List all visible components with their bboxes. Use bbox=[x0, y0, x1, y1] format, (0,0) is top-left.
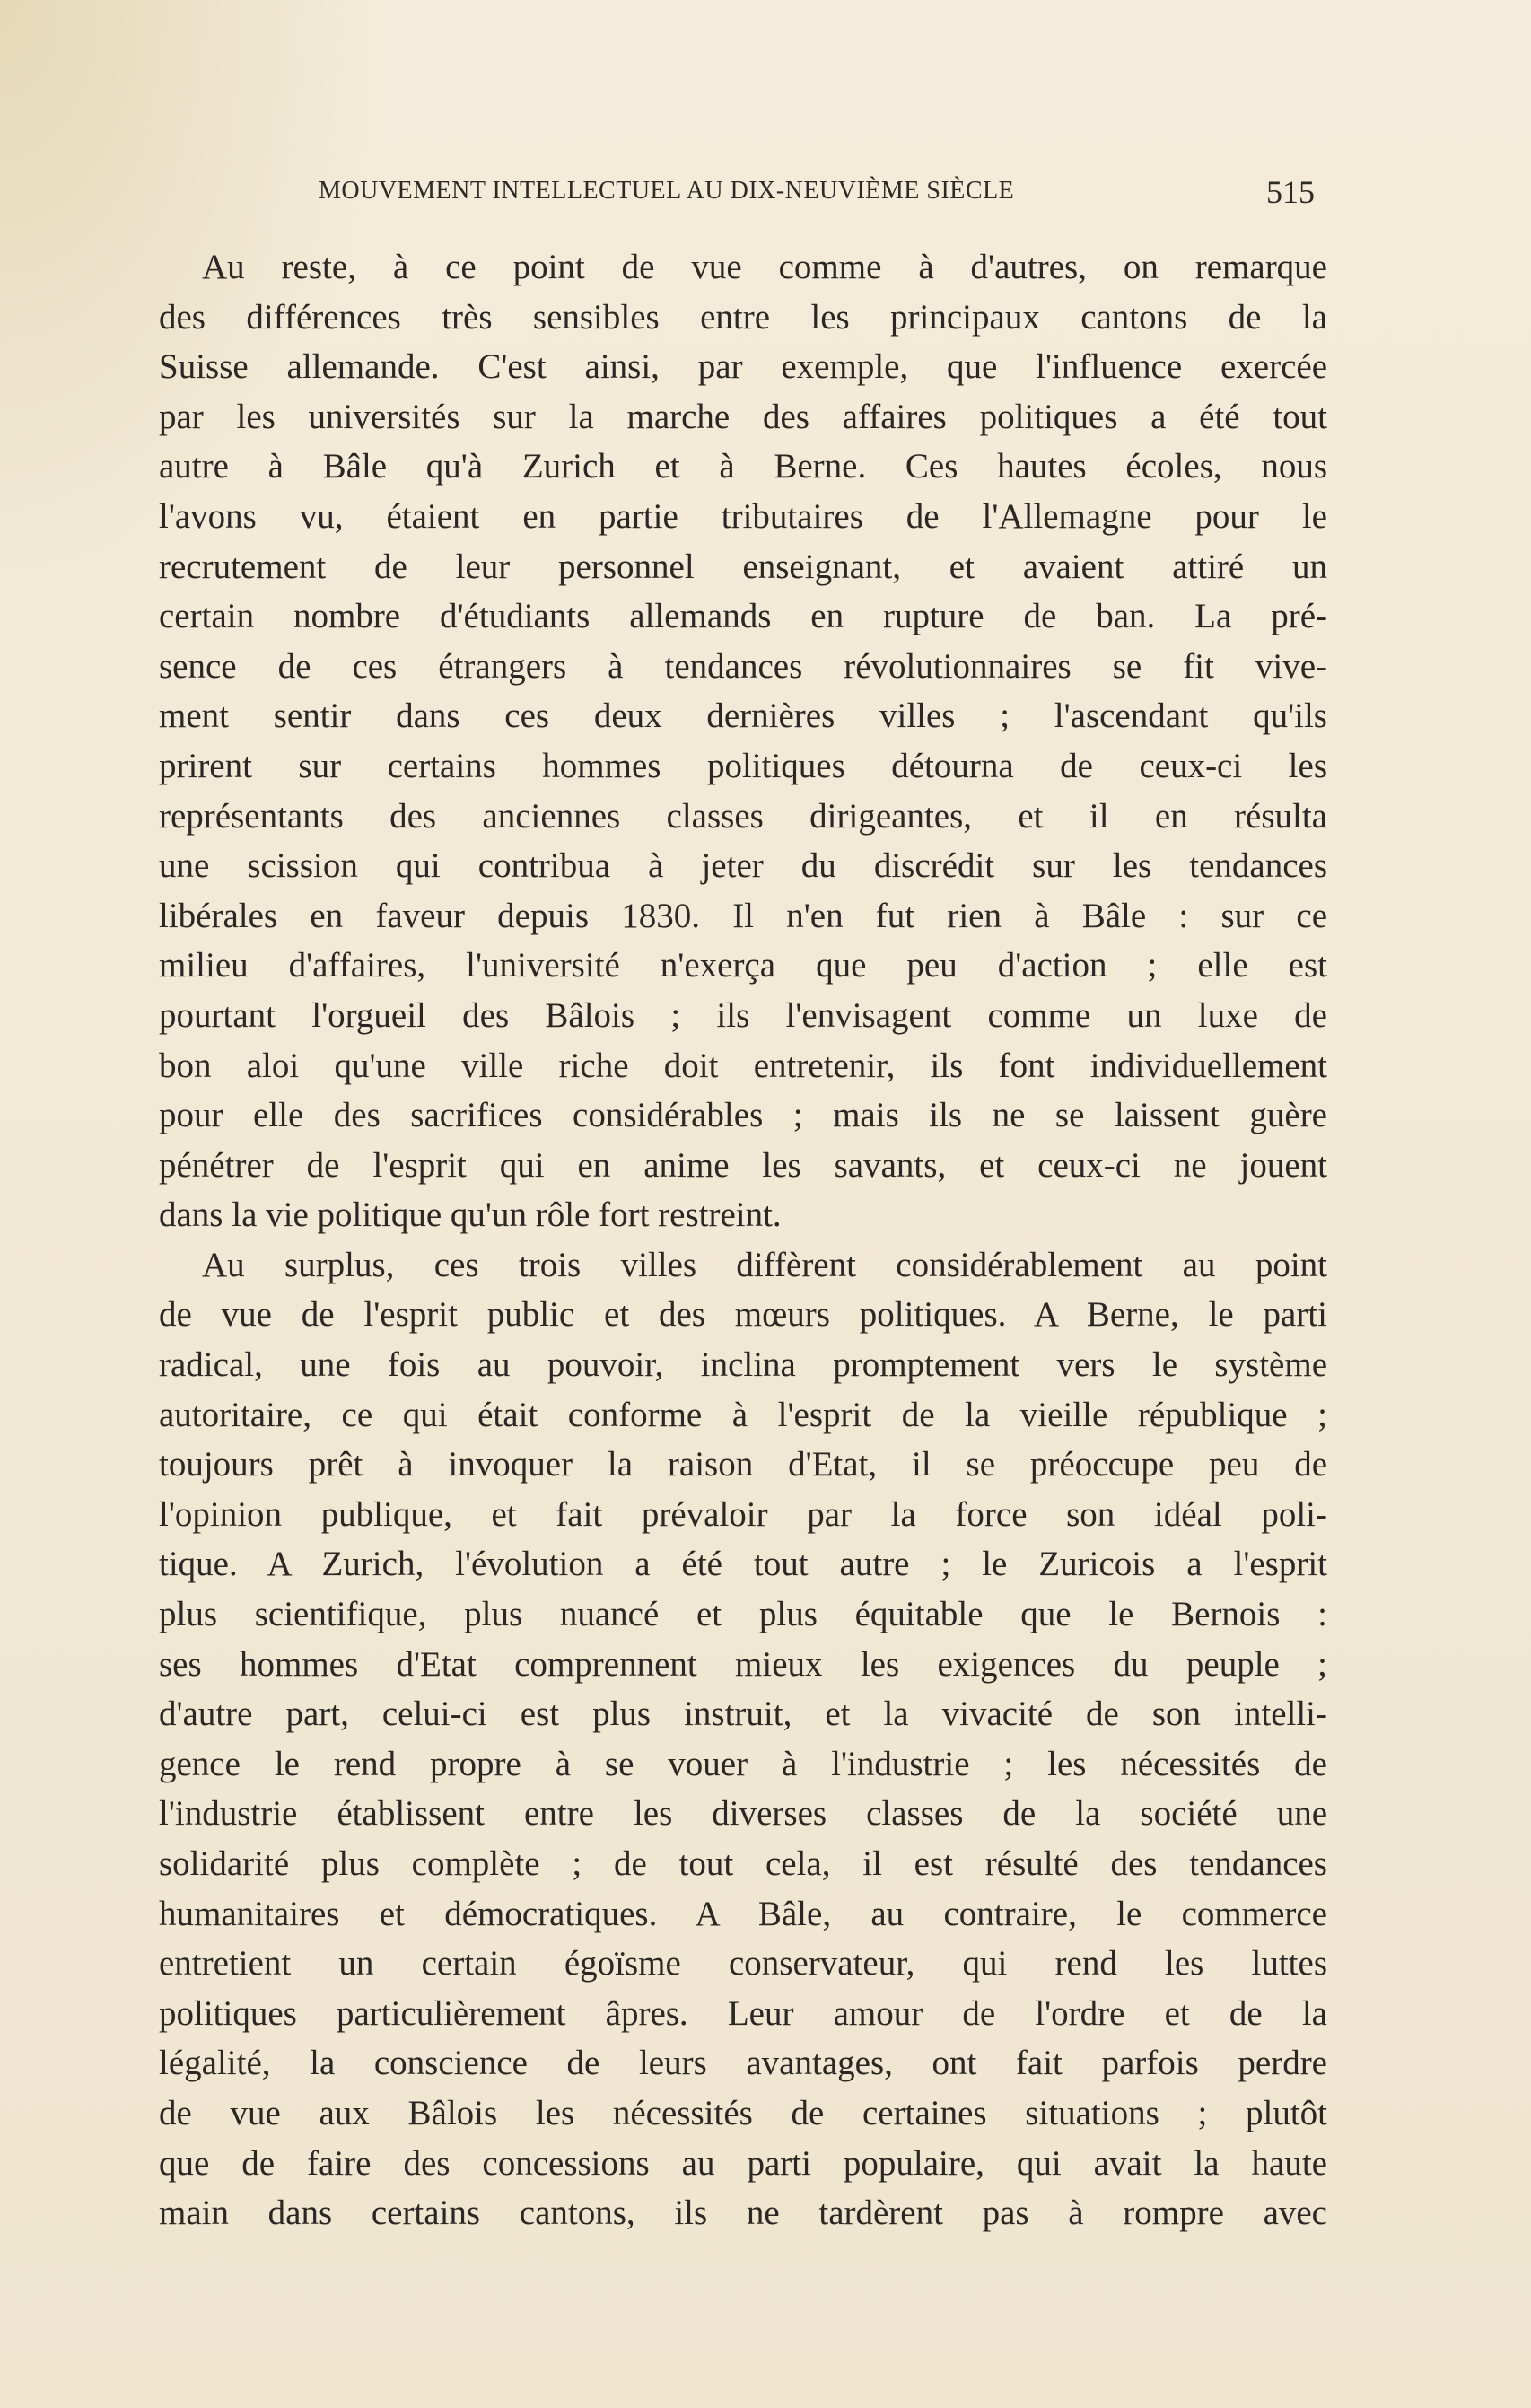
text-line: Au surplus, ces trois villes diffèrent considérablement au point bbox=[202, 1245, 1327, 1284]
text-line: ses hommes d'Etat comprennent mieux les exigences du peuple ; bbox=[159, 1644, 1327, 1684]
text-line: humanitaires et démocratiques. A Bâle, au contraire, le commerce bbox=[159, 1894, 1327, 1933]
text-line: ment sentir dans ces deux dernières villes ; l'ascendant qu'ils bbox=[159, 696, 1327, 736]
text-line: pénétrer de l'esprit qui en anime les savants, et ceux-ci ne jouent bbox=[159, 1145, 1327, 1185]
text-line: bon aloi qu'une ville riche doit entretenir, ils font individuellement bbox=[159, 1046, 1327, 1085]
text-line: autoritaire, ce qui était conforme à l'esprit de la vieille république ; bbox=[159, 1395, 1327, 1434]
text-line: que de faire des concessions au parti populaire, qui avait la haute bbox=[159, 2143, 1327, 2183]
text-line: sence de ces étrangers à tendances révolutionnaires se fit vive- bbox=[159, 646, 1327, 686]
text-line: milieu d'affaires, l'université n'exerça que peu d'action ; elle est bbox=[159, 946, 1327, 985]
text-line: plus scientifique, plus nuancé et plus équitable que le Bernois : bbox=[159, 1595, 1327, 1634]
running-header bbox=[319, 173, 1315, 209]
text-line: l'avons vu, étaient en partie tributaires de l'Allemagne pour le bbox=[159, 496, 1327, 536]
text-line: certain nombre d'étudiants allemands en rupture de ban. La pré- bbox=[159, 597, 1327, 636]
text-line: entretient un certain égoïsme conservateur, qui rend les luttes bbox=[159, 1944, 1327, 1983]
paragraph bbox=[159, 1240, 1327, 2238]
text-line: par les universités sur la marche des affaires politiques a été tout bbox=[159, 397, 1327, 436]
text-line: prirent sur certains hommes politiques détourna de ceux-ci les bbox=[159, 746, 1327, 785]
text-line: d'autre part, celui-ci est plus instruit, et la vivacité de son intelli- bbox=[159, 1694, 1327, 1734]
text-line: dans la vie politique qu'un rôle fort restreint. bbox=[159, 1195, 782, 1235]
paragraph bbox=[159, 242, 1327, 1240]
text-line: solidarité plus complète ; de tout cela, il est résulté des tendances bbox=[159, 1844, 1327, 1883]
text-line: de vue aux Bâlois les nécessités de certaines situations ; plutôt bbox=[159, 2093, 1327, 2132]
text-line: de vue de l'esprit public et des mœurs politiques. A Berne, le parti bbox=[159, 1295, 1327, 1335]
text-line: Au reste, à ce point de vue comme à d'autres, on remarque bbox=[202, 248, 1327, 286]
page-number: 515 bbox=[1266, 174, 1315, 210]
body-text bbox=[159, 242, 1327, 2238]
text-line: recrutement de leur personnel enseignant, et avaient attiré un bbox=[159, 547, 1327, 586]
text-line: politiques particulièrement âpres. Leur amour de l'ordre et de la bbox=[159, 1993, 1327, 2033]
text-line: libérales en faveur depuis 1830. Il n'en fut rien à Bâle : sur ce bbox=[159, 896, 1327, 935]
text-line: gence le rend propre à se vouer à l'industrie ; les nécessités de bbox=[159, 1744, 1327, 1783]
text-line: Suisse allemande. C'est ainsi, par exemple, que l'influence exercée bbox=[159, 347, 1327, 387]
text-line: main dans certains cantons, ils ne tardèrent pas à rompre avec bbox=[159, 2193, 1327, 2233]
text-line: toujours prêt à invoquer la raison d'Etat, il se préoccupe peu de bbox=[159, 1445, 1327, 1484]
text-line: une scission qui contribua à jeter du discrédit sur les tendances bbox=[159, 846, 1327, 886]
text-line: l'industrie établissent entre les diverses classes de la société une bbox=[159, 1794, 1327, 1834]
text-line: représentants des anciennes classes dirigeantes, et il en résulta bbox=[159, 796, 1327, 836]
text-line: autre à Bâle qu'à Zurich et à Berne. Ces hautes écoles, nous bbox=[159, 447, 1327, 486]
text-line: radical, une fois au pouvoir, inclina promptement vers le système bbox=[159, 1345, 1327, 1385]
text-line: des différences très sensibles entre les principaux cantons de la bbox=[159, 297, 1327, 337]
text-line: légalité, la conscience de leurs avantages, ont fait parfois perdre bbox=[159, 2044, 1327, 2083]
text-line: pourtant l'orgueil des Bâlois ; ils l'envisagent comme un luxe de bbox=[159, 995, 1327, 1035]
text-line: l'opinion publique, et fait prévaloir par la force son idéal poli- bbox=[159, 1494, 1327, 1534]
text-line: tique. A Zurich, l'évolution a été tout autre ; le Zuricois a l'esprit bbox=[159, 1545, 1327, 1584]
text-line: pour elle des sacrifices considérables ; mais ils ne se laissent guère bbox=[159, 1096, 1327, 1135]
running-title: MOUVEMENT INTELLECTUEL AU DIX-NEUVIÈME SIÈCLE bbox=[319, 177, 1015, 205]
